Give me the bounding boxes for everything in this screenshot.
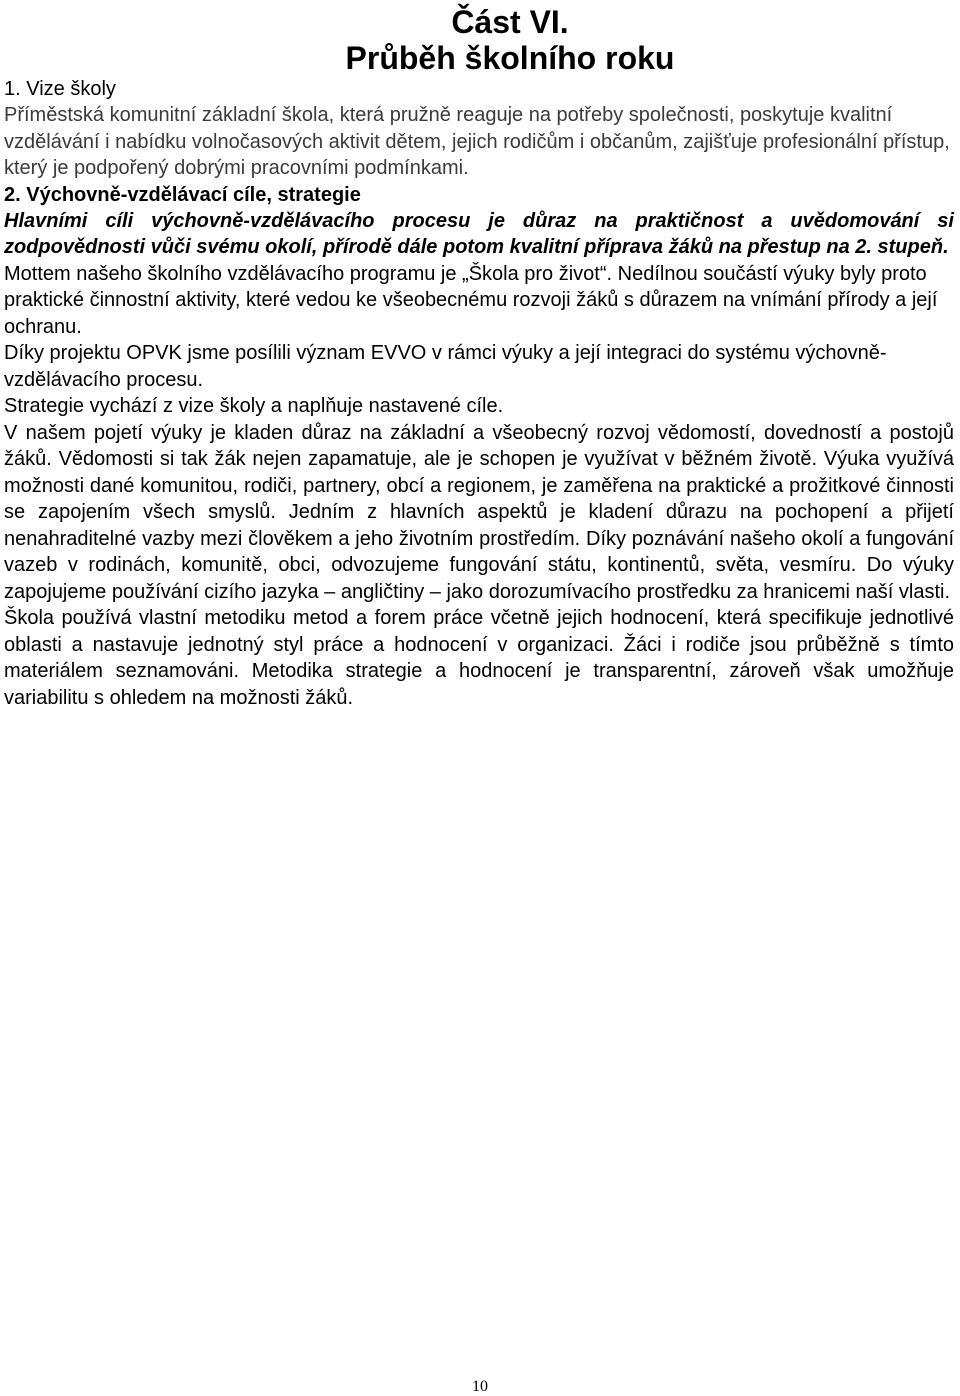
title-line-part: Část VI.	[451, 4, 569, 40]
section-2-heading: 2. Výchovně-vzdělávací cíle, strategie	[4, 183, 361, 206]
page-number: 10	[472, 1378, 488, 1395]
title-line-subject: Průběh školního roku	[345, 40, 675, 76]
document-page	[4, 0, 954, 711]
section-1-text: Příměstská komunitní základní škola, která pružně reaguje na potřeby společnosti, poskytuje kvalitní vzdělávání i nabídku volnočasových aktivit dětem, jejich rodičům i občanům, zajišťuje profesionální přístup, který je podpořený dobrými pracovními podmínkami.	[4, 104, 950, 179]
strategy-paragraph: Strategie vychází z vize školy a naplňuje nastavené cíle.	[4, 395, 504, 417]
page-title	[66, 4, 954, 76]
teaching-approach-paragraph: V našem pojetí výuky je kladen důraz na základní a všeobecný rozvoj vědomostí, dovedností a postojů žáků. Vědomosti si tak žák nejen zapamatuje, ale je schopen je využívat v běžném životě. Výuka využívá možnosti dané komunitou, rodiči, partnery, obcí a regionem, je zaměřena na praktické a prožitkové činnosti se zapojením všech smyslů. Jedním z hlavních aspektů je kladení důrazu na pochopení a přijetí nenahraditelné vazby mezi člověkem a jeho životním prostředím. Díky poznávání našeho okolí a fungování vazeb v rodinách, komunitě, obci, odvozujeme fungování státu, kontinentů, světa, vesmíru. Do výuky zapojujeme používání cizího jazyka – angličtiny – jako dorozumívacího prostředku za hranicemi naší vlasti.	[4, 421, 954, 603]
opvk-paragraph: Díky projektu OPVK jsme posílili význam EVVO v rámci výuky a její integraci do systému výchovně-vzdělávacího procesu.	[4, 342, 887, 391]
motto-paragraph: Mottem našeho školního vzdělávacího programu je „Škola pro život“. Nedílnou součástí výuky byly proto praktické činnostní aktivity, které vedou ke všeobecnému rozvoji žáků s důrazem na vnímání přírody a její ochranu.	[4, 262, 938, 338]
methodology-paragraph: Škola používá vlastní metodiku metod a forem práce včetně jejich hodnocení, která specifikuje jednotlivé oblasti a nastavuje jednotný styl práce a hodnocení v organizaci. Žáci i rodiče jsou průběžně s tímto materiálem seznamováni. Metodika strategie a hodnocení je transparentní, zároveň však umožňuje variabilitu s ohledem na možnosti žáků.	[4, 607, 954, 709]
section-2-goals: Hlavními cíli výchovně-vzdělávacího procesu je důraz na praktičnost a uvědomování si zodpovědnosti vůči svému okolí, přírodě dále potom kvalitní příprava žáků na přestup na 2. stupeň.	[4, 209, 954, 258]
section-1-heading: 1. Vize školy	[4, 78, 116, 100]
